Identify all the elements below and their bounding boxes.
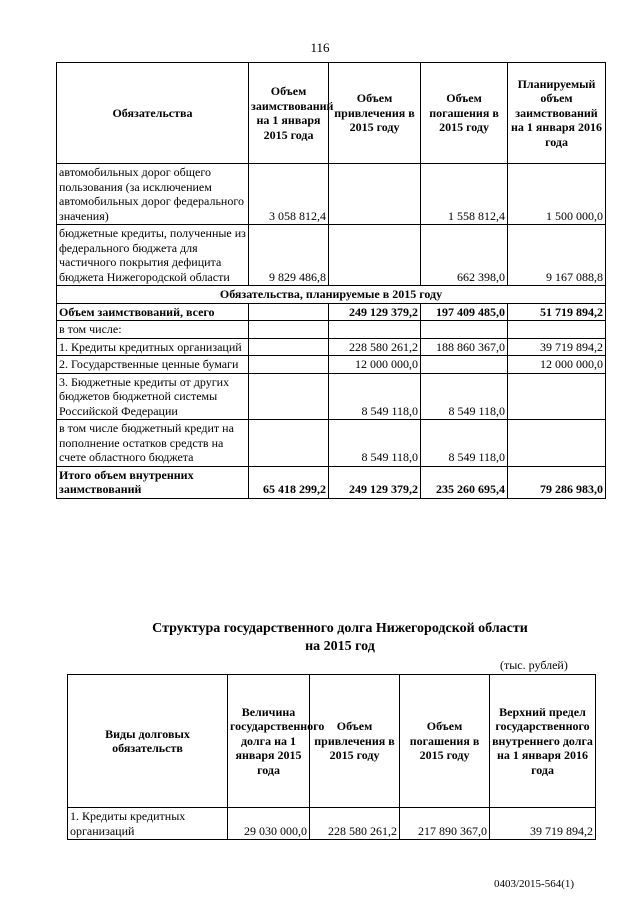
header-repayment-2015: Объем погашения в 2015 году [400, 675, 490, 808]
cell-attraction: 8 549 118,0 [329, 420, 421, 467]
cell-attraction: 228 580 261,2 [329, 338, 421, 356]
cell-planned: 9 167 088,8 [508, 225, 606, 286]
cell-attraction [329, 321, 421, 339]
cell-planned: 1 500 000,0 [508, 164, 606, 225]
cell-repayment: 662 398,0 [421, 225, 508, 286]
cell-attraction [329, 164, 421, 225]
header-attraction-2015: Объем привлечения в 2015 году [329, 63, 421, 164]
debt-structure-table [67, 674, 596, 840]
row-label: 1. Кредиты кредитных организаций [68, 808, 228, 840]
row-label: в том числе бюджетный кредит на пополнение остатков средств на счете областного бюджета [57, 420, 249, 467]
cell-upper-limit: 39 719 894,2 [490, 808, 596, 840]
cell-attraction: 249 129 379,2 [329, 303, 421, 321]
title-line-1: Структура государственного долга Нижегородской области [152, 621, 528, 636]
cell-repayment: 1 558 812,4 [421, 164, 508, 225]
section-row [57, 286, 606, 304]
cell-volume-jan-2015: 65 418 299,2 [249, 466, 329, 498]
cell-attraction: 249 129 379,2 [329, 466, 421, 498]
table-row [68, 808, 596, 840]
cell-repayment: 217 890 367,0 [400, 808, 490, 840]
page-number: 116 [310, 40, 330, 55]
table-header-row [57, 63, 606, 164]
header-debt-types: Виды долговых обязательств [68, 675, 228, 808]
title-line-2: на 2015 год [305, 639, 375, 654]
table-row [57, 225, 606, 286]
cell-planned: 39 719 894,2 [508, 338, 606, 356]
cell-repayment [421, 321, 508, 339]
cell-volume-jan-2015: 9 829 486,8 [249, 225, 329, 286]
cell-volume-jan-2015: 3 058 812,4 [249, 164, 329, 225]
header-planned-jan-2016: Планируемый объем заимствований на 1 января 2016 года [508, 63, 606, 164]
document-code: 0403/2015-564(1) [494, 878, 575, 890]
cell-planned: 79 286 983,0 [508, 466, 606, 498]
cell-planned [508, 420, 606, 467]
row-label: 2. Государственные ценные бумаги [57, 356, 249, 374]
cell-repayment: 188 860 367,0 [421, 338, 508, 356]
table-row-grand-total [57, 466, 606, 498]
table-header-row [68, 675, 596, 808]
cell-volume-jan-2015 [249, 338, 329, 356]
cell-planned [508, 373, 606, 420]
table-row [57, 420, 606, 467]
header-repayment-2015: Объем погашения в 2015 году [421, 63, 508, 164]
table-row [57, 373, 606, 420]
cell-repayment: 197 409 485,0 [421, 303, 508, 321]
table-row [57, 164, 606, 225]
cell-repayment [421, 356, 508, 374]
cell-planned: 12 000 000,0 [508, 356, 606, 374]
cell-repayment: 8 549 118,0 [421, 420, 508, 467]
cell-volume-jan-2015 [249, 356, 329, 374]
cell-volume-jan-2015 [249, 303, 329, 321]
header-upper-limit-jan-2016: Верхний предел государственного внутреннего долга на 1 января 2016 года [490, 675, 596, 808]
cell-volume-jan-2015 [249, 420, 329, 467]
cell-attraction: 8 549 118,0 [329, 373, 421, 420]
cell-repayment: 235 260 695,4 [421, 466, 508, 498]
cell-debt-jan-2015: 29 030 000,0 [228, 808, 310, 840]
cell-attraction: 12 000 000,0 [329, 356, 421, 374]
header-debt-jan-2015: Величина государственного долга на 1 января 2015 года [228, 675, 310, 808]
row-label: автомобильных дорог общего пользования (за исключением автомобильных дорог федерального значения) [57, 164, 249, 225]
units-label: (тыс. рублей) [500, 658, 568, 672]
cell-attraction: 228 580 261,2 [310, 808, 400, 840]
cell-volume-jan-2015 [249, 321, 329, 339]
row-label: Итого объем внутренних заимствований [57, 466, 249, 498]
section-title: Обязательства, планируемые в 2015 году [57, 286, 606, 304]
borrowings-table [56, 62, 606, 499]
cell-repayment: 8 549 118,0 [421, 373, 508, 420]
row-label: бюджетные кредиты, полученные из федерального бюджета для частичного покрытия дефицита бюджета Нижегородской области [57, 225, 249, 286]
cell-planned: 51 719 894,2 [508, 303, 606, 321]
cell-planned [508, 321, 606, 339]
header-volume-jan-2015: Объем заимствований на 1 января 2015 года [249, 63, 329, 164]
row-label: 3. Бюджетные кредиты от других бюджетов бюджетной системы Российской Федерации [57, 373, 249, 420]
cell-volume-jan-2015 [249, 373, 329, 420]
header-attraction-2015: Объем привлечения в 2015 году [310, 675, 400, 808]
row-label: 1. Кредиты кредитных организаций [57, 338, 249, 356]
row-label: в том числе: [57, 321, 249, 339]
row-label: Объем заимствований, всего [57, 303, 249, 321]
header-obligations: Обязательства [57, 63, 249, 164]
table-row-total [57, 303, 606, 321]
table-row [57, 338, 606, 356]
debt-structure-title [0, 620, 640, 656]
table-row [57, 321, 606, 339]
table-row [57, 356, 606, 374]
cell-attraction [329, 225, 421, 286]
